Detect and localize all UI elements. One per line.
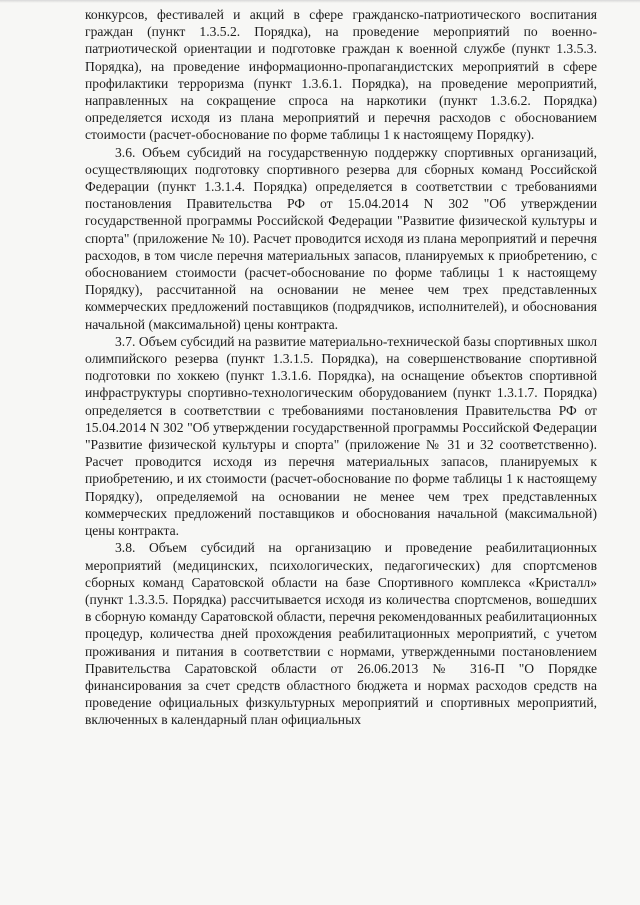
paragraph-3-7: 3.7. Объем субсидий на развитие материально-технической базы спортивных школ олимпийского резерва (пункт 1.3.1.5. Порядка), на совершенствование спортивной подготовки по хоккею (пункт 1.3.1.6. Порядка), на оснащение объектов спортивной инфраструктуры спортивно-технологическим оборудованием (пункт 1.3.1.7. Порядка) определяется в соответствии с требованиями постановления Правительства РФ от 15.04.2014 N 302 "Об утверждении государственной программы Российской Федерации "Развитие физической культуры и спорта" (приложение № 31 и 32 соответственно). Расчет проводится исходя из перечня материальных запасов, планируемых к приобретению, и их стоимости (расчет-обоснование по форме таблицы 1 к настоящему Порядку), определяемой на основании не менее чем трех представленных коммерческих предложений поставщиков и обоснования начальной (максимальной) цены контракта. bbox=[85, 333, 597, 539]
document-page bbox=[85, 6, 597, 729]
paragraph-continuation: конкурсов, фестивалей и акций в сфере гражданско-патриотического воспитания граждан (пункт 1.3.5.2. Порядка), на проведение мероприятий по военно-патриотической ориентации и подготовке граждан к военной службе (пункт 1.3.5.3. Порядка), на проведение информационно-пропагандистских мероприятий в сфере профилактики терроризма (пункт 1.3.6.1. Порядка), на проведение мероприятий, направленных на сокращение спроса на наркотики (пункт 1.3.6.2. Порядка) определяется исходя из плана мероприятий и перечня расходов с обоснованием стоимости (расчет-обоснование по форме таблицы 1 к настоящему Порядку). bbox=[85, 7, 597, 143]
scan-edge bbox=[0, 0, 640, 3]
paragraph-3-6: 3.6. Объем субсидий на государственную поддержку спортивных организаций, осуществляющих подготовку спортивного резерва для сборных команд Российской Федерации (пункт 1.3.1.4. Порядка) определяется в соответствии с требованиями постановления Правительства РФ от 15.04.2014 N 302 "Об утверждении государственной программы Российской Федерации "Развитие физической культуры и спорта" (приложение № 10). Расчет проводится исходя из плана мероприятий и перечня расходов, в том числе перечня материальных запасов, планируемых к приобретению, с обоснованием стоимости (расчет-обоснование по форме таблицы 1 к настоящему Порядку), рассчитанной на основании не менее чем трех представленных коммерческих предложений поставщиков (подрядчиков, исполнителей), и обоснования начальной (максимальной) цены контракта. bbox=[85, 144, 597, 332]
paragraph-3-8: 3.8. Объем субсидий на организацию и проведение реабилитационных мероприятий (медицинских, психологических, педагогических) для спортсменов сборных команд Саратовской области на базе Спортивного комплекса «Кристалл» (пункт 1.3.3.5. Порядка) рассчитывается исходя из количества спортсменов, вошедших в сборную команду Саратовской области, перечня рекомендованных реабилитационных процедур, количества дней прохождения реабилитационных мероприятий, с учетом проживания и питания в соответствии с нормами, утвержденными постановлением Правительства Саратовской области от 26.06.2013 № 316-П "О Порядке финансирования за счет средств областного бюджета и нормах расходов средств на проведение официальных физкультурных мероприятий и спортивных мероприятий, включенных в календарный план официальных bbox=[85, 540, 597, 728]
